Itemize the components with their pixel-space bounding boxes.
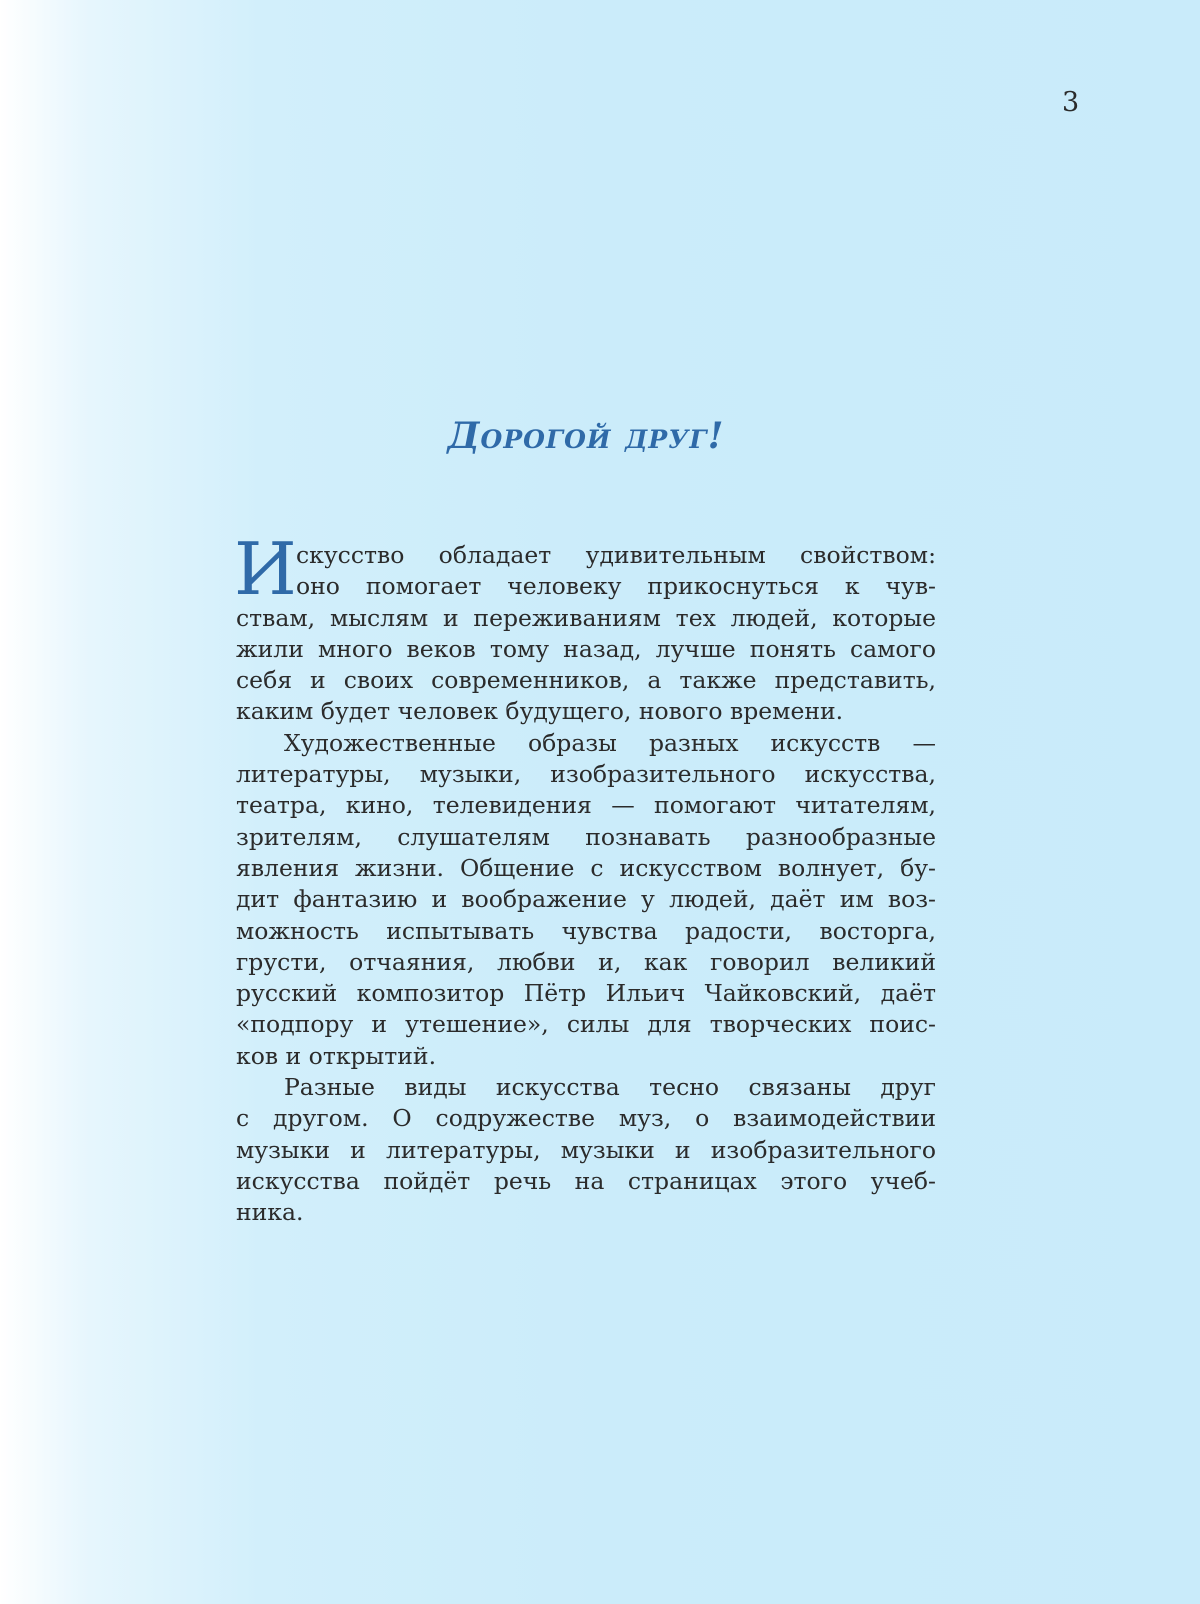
text-line: явления жизни. Общение с искусством волнует, бу-	[236, 853, 936, 882]
page-number: 3	[1062, 87, 1080, 118]
text-line: можность испытывать чувства радости, восторга,	[236, 916, 936, 945]
text-line: ствам, мыслям и переживаниям тех людей, которые	[236, 603, 936, 632]
drop-cap: И	[234, 527, 297, 611]
text-line: оно помогает человеку прикоснуться к чув-	[296, 572, 936, 601]
text-line: театра, кино, телевидения — помогают читателям,	[236, 791, 936, 820]
text-line: грусти, отчаяния, любви и, как говорил великий	[236, 947, 936, 976]
text-line: каким будет человек будущего, нового времени.	[236, 697, 844, 726]
text-line: Разные виды искусства тесно связаны друг	[284, 1073, 936, 1102]
text-line: ков и открытий.	[236, 1041, 437, 1070]
paragraph-1	[234, 527, 936, 728]
text-line: «подпору и утешение», силы для творческих поис-	[236, 1010, 936, 1039]
page-title: Дорогой друг!	[447, 415, 725, 457]
text-line: с другом. О содружестве муз, о взаимодействии	[236, 1104, 936, 1133]
text-line: русский композитор Пётр Ильич Чайковский, даёт	[236, 979, 936, 1008]
paragraph-2	[236, 728, 936, 1072]
paragraph-3	[236, 1072, 936, 1228]
text-line: зрителям, слушателям познавать разнообразные	[236, 822, 936, 851]
text-line: И скусство обладает удивительным свойством:	[234, 527, 936, 611]
text-line: себя и своих современников, а также представить,	[236, 666, 936, 695]
body-text	[234, 527, 936, 1229]
text-line: литературы, музыки, изобразительного искусства,	[236, 760, 936, 789]
text-line: ника.	[236, 1198, 304, 1227]
text-line: искусства пойдёт речь на страницах этого учеб-	[236, 1166, 936, 1195]
text-line: жили много веков тому назад, лучше понять самого	[236, 634, 936, 663]
text-line: дит фантазию и воображение у людей, даёт им воз-	[236, 885, 936, 914]
text-line: Художественные образы разных искусств —	[284, 728, 936, 757]
text-line: музыки и литературы, музыки и изобразительного	[236, 1135, 936, 1164]
